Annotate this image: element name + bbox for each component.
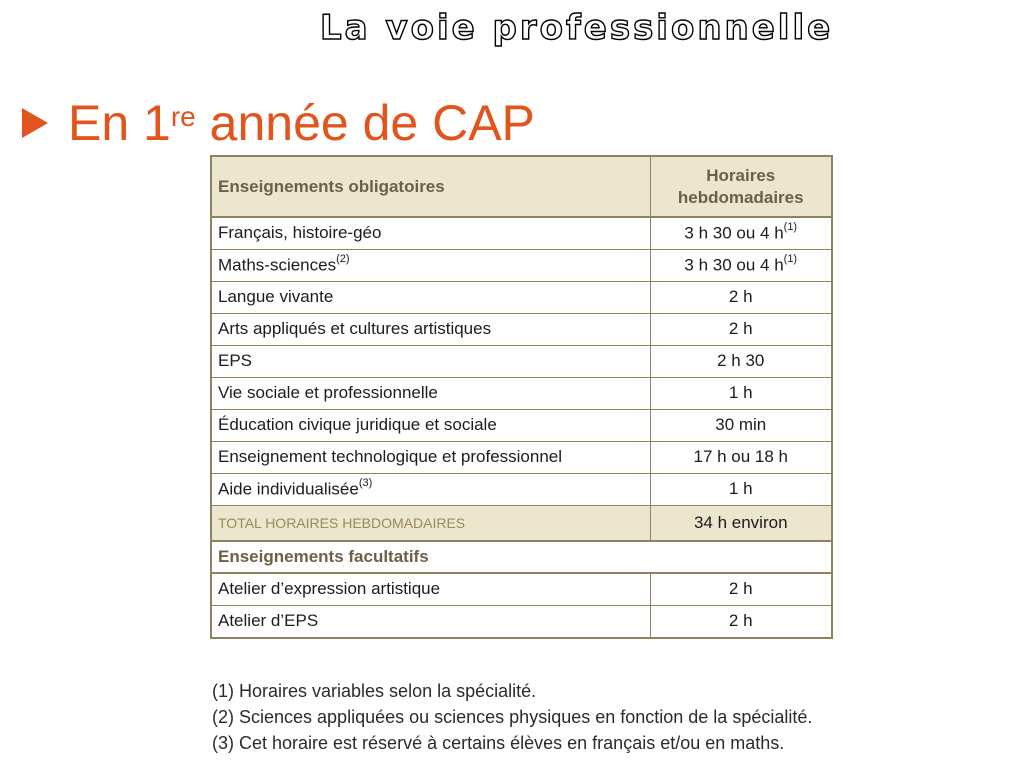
row-value: 2 h bbox=[728, 287, 753, 306]
header-hours-line1: Horaires bbox=[706, 165, 776, 185]
total-label: TOTAL HORAIRES HEBDOMADAIRES bbox=[212, 505, 650, 541]
section-heading bbox=[22, 88, 535, 158]
row-label: Éducation civique juridique et sociale bbox=[218, 415, 497, 434]
total-row bbox=[212, 505, 831, 541]
optional-row-label: Atelier d’EPS bbox=[218, 611, 319, 631]
optional-section-row bbox=[212, 541, 831, 573]
table-row bbox=[212, 281, 831, 313]
row-value-note: (1) bbox=[783, 252, 798, 265]
row-value: 1 h bbox=[728, 383, 753, 402]
table-header-row bbox=[212, 157, 831, 217]
table-row bbox=[212, 573, 831, 605]
row-value: 3 h 30 ou 4 h bbox=[684, 223, 784, 243]
optional-row-value: 2 h bbox=[650, 605, 831, 637]
table-row bbox=[212, 249, 831, 281]
row-label: Aide individualisée bbox=[218, 479, 359, 499]
row-label: Maths-sciences bbox=[218, 255, 337, 275]
table-row bbox=[212, 217, 831, 249]
table-row bbox=[212, 605, 831, 637]
footnote-3: (3) Cet horaire est réservé à certains élèves en français et/ou en maths. bbox=[212, 733, 785, 753]
row-label-note: (2) bbox=[336, 252, 350, 265]
page-title: La voie professionnelle bbox=[320, 8, 834, 48]
heading-prefix: En 1 bbox=[68, 95, 171, 151]
footnotes bbox=[212, 678, 812, 756]
table-row bbox=[212, 441, 831, 473]
row-label: Langue vivante bbox=[218, 287, 334, 306]
row-value: 17 h ou 18 h bbox=[693, 447, 789, 466]
row-label: Enseignement technologique et professionnel bbox=[218, 447, 563, 466]
row-value: 2 h bbox=[728, 319, 753, 338]
row-value: 1 h bbox=[728, 479, 753, 498]
footnote-1: (1) Horaires variables selon la spécialité. bbox=[212, 681, 537, 701]
heading-superscript: re bbox=[170, 101, 196, 132]
row-value: 30 min bbox=[715, 415, 767, 434]
table-row bbox=[212, 313, 831, 345]
table-row bbox=[212, 409, 831, 441]
footnote-2: (2) Sciences appliquées ou sciences physiques en fonction de la spécialité. bbox=[212, 707, 813, 727]
row-label: Vie sociale et professionnelle bbox=[218, 383, 438, 402]
optional-section-title: Enseignements facultatifs bbox=[212, 541, 831, 573]
table-row bbox=[212, 377, 831, 409]
row-value-note: (1) bbox=[783, 220, 798, 233]
header-subjects: Enseignements obligatoires bbox=[212, 157, 650, 217]
arrow-right-icon bbox=[22, 108, 48, 138]
optional-row-value: 2 h bbox=[650, 573, 831, 605]
row-label: Français, histoire-géo bbox=[218, 223, 382, 243]
row-label: EPS bbox=[218, 351, 253, 370]
total-value: 34 h environ bbox=[650, 505, 831, 541]
header-hours bbox=[650, 157, 831, 217]
table-row bbox=[212, 473, 831, 505]
row-value: 3 h 30 ou 4 h bbox=[684, 255, 784, 275]
table-row bbox=[212, 345, 831, 377]
heading-suffix: année de CAP bbox=[195, 95, 535, 151]
row-value: 2 h 30 bbox=[717, 351, 765, 370]
row-label: Arts appliqués et cultures artistiques bbox=[218, 319, 492, 338]
row-label-note: (3) bbox=[358, 476, 373, 489]
optional-row-label: Atelier d’expression artistique bbox=[212, 573, 650, 605]
schedule-table bbox=[210, 155, 833, 639]
header-hours-line2: hebdomadaires bbox=[677, 187, 804, 207]
